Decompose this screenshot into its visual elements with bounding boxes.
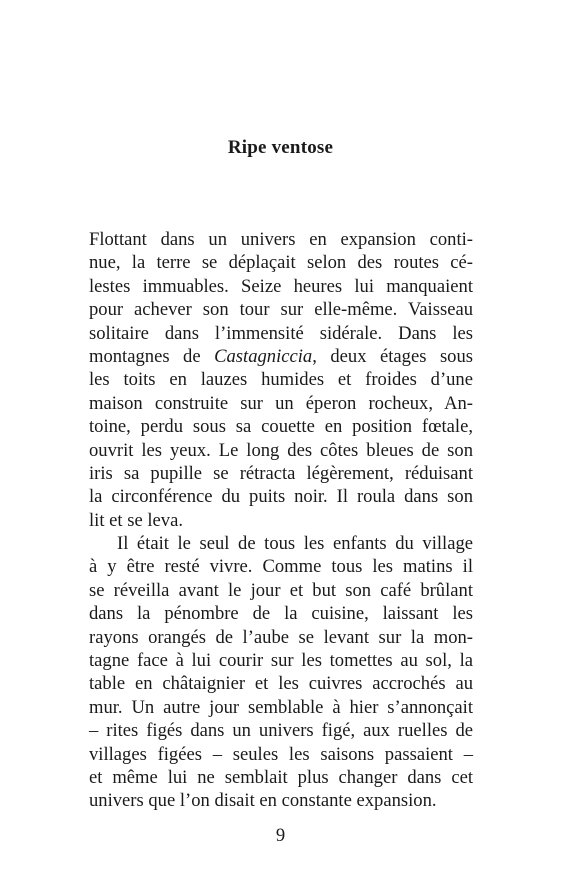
page-number: 9 — [275, 825, 286, 846]
text-line: solitaire dans l’immensité sidérale. Dans les — [89, 322, 473, 344]
text-line: à y être resté vivre. Comme tous les matins il — [89, 556, 473, 578]
body-text — [89, 228, 473, 813]
text-line: univers que l’on disait en constante expansion. — [89, 790, 437, 812]
text-line: Flottant dans un univers en expansion conti- — [89, 229, 473, 250]
text-line: nue, la terre se déplaçait selon des routes cé- — [89, 252, 473, 274]
text-line: lestes immuables. Seize heures lui manquaient — [89, 275, 473, 297]
text-line: lit et se leva. — [89, 509, 183, 531]
text-line: la circonférence du puits noir. Il roula dans son — [89, 486, 473, 508]
text-line: pour achever son tour sur elle-même. Vaisseau — [89, 299, 473, 321]
text-line: maison construite sur un éperon rocheux, An- — [89, 392, 473, 414]
text-line: dans la pénombre de la cuisine, laissant les — [89, 603, 473, 625]
text-line: Il était le seul de tous les enfants du village — [117, 533, 473, 555]
paragraph-2 — [89, 532, 473, 813]
text-line: montagnes de Castagniccia, deux étages sous — [89, 345, 474, 367]
page-title: Ripe ventose — [227, 137, 334, 158]
text-line: se réveilla avant le jour et but son café brûlant — [89, 579, 473, 601]
text-line: toine, perdu sous sa couette en position fœtale, — [89, 416, 473, 438]
text-line: mur. Un autre jour semblable à hier s’annonçait — [89, 696, 473, 718]
text-line: tagne face à lui courir sur les tomettes au sol, la — [89, 650, 473, 672]
text-line: villages figées – seules les saisons passaient – — [89, 743, 473, 765]
text-line: rayons orangés de l’aube se levant sur la mon- — [89, 626, 473, 648]
paragraph-1 — [89, 228, 473, 532]
italic-place-name: Castagniccia — [214, 345, 313, 367]
text-line: table en châtaignier et les cuivres accrochés au — [89, 673, 473, 695]
text-line: – rites figés dans un univers figé, aux ruelles de — [89, 720, 473, 742]
text-line: et même lui ne semblait plus changer dans cet — [89, 766, 473, 788]
text-line: iris sa pupille se rétracta légèrement, réduisant — [89, 462, 473, 484]
text-line: les toits en lauzes humides et froides d’une — [89, 369, 473, 391]
text-line: ouvrit les yeux. Le long des côtes bleues de son — [89, 439, 473, 461]
